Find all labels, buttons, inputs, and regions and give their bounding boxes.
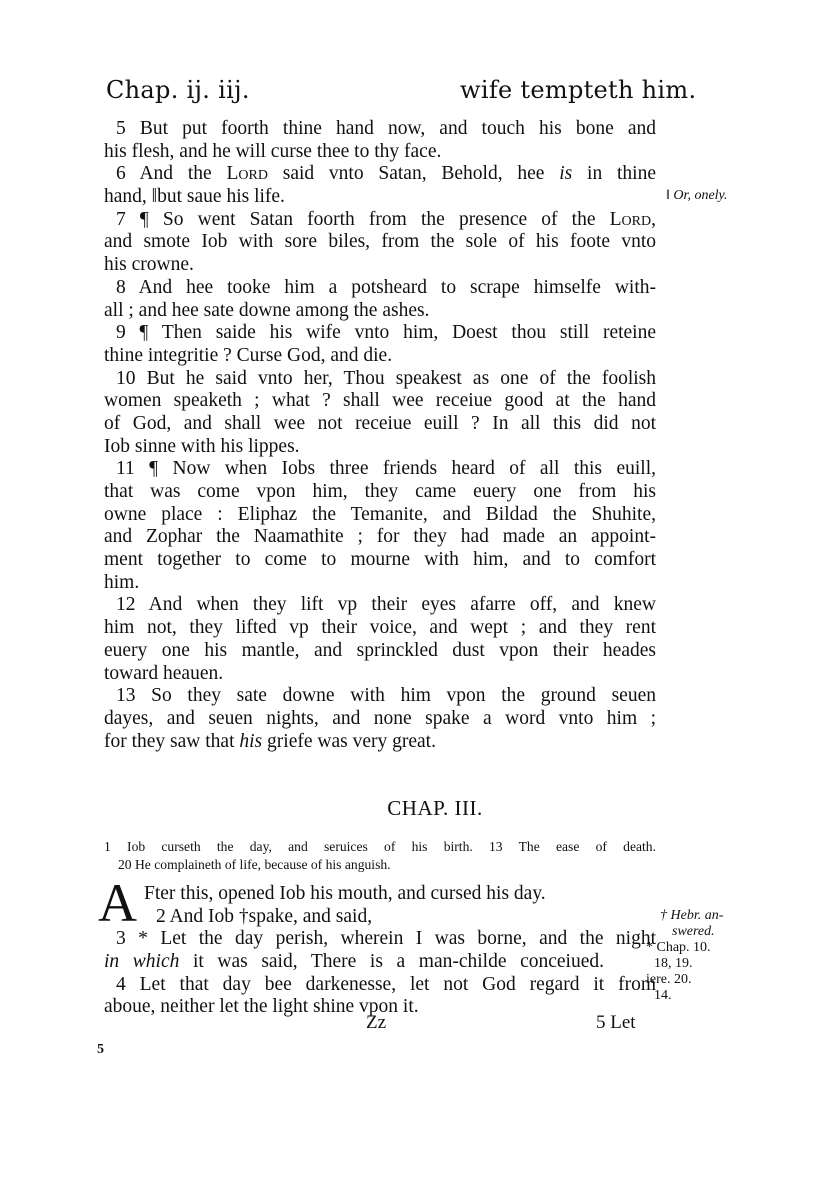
text-line: 4 Let that day bee darkenesse, let not God regard it from	[116, 973, 656, 995]
text-line: aboue, neither let the light shine vpon it.	[104, 996, 419, 1018]
chapter-heading: CHAP. III.	[387, 796, 483, 820]
text-line: 3 * Let the day perish, wherein I was borne, and the night	[116, 928, 656, 950]
running-head-title: wife tempteth him.	[460, 76, 697, 104]
text-line	[104, 731, 656, 754]
chapter-2-text	[104, 118, 656, 753]
text-line: Iob sinne with his lippes.	[104, 435, 300, 457]
text-line: all ; and hee sate downe among the ashes.	[104, 299, 430, 321]
text-line: Fter this, opened Iob his mouth, and cursed his day.	[144, 883, 546, 904]
text-line: 8 And hee tooke him a potsheard to scrape himselfe with-	[116, 276, 656, 298]
text-line: women speaketh ; what ? shall wee receiue good at the hand	[104, 390, 656, 412]
chapter-3-text	[104, 883, 656, 1019]
lord-small-caps: Lord	[226, 163, 268, 185]
text-line: him.	[104, 571, 140, 593]
sheet-number: 5	[97, 1042, 104, 1057]
text-line: and smote Iob with sore biles, from the sole of his foote vnto	[104, 231, 656, 253]
text-span: it was said, There is a man-childe conceiued.	[179, 951, 604, 973]
summary-line: 1 Iob curseth the day, and seruices of his birth. 13 The ease of death.	[104, 839, 656, 854]
text-line: thine integritie ? Curse God, and die.	[104, 344, 393, 366]
text-line: toward heauen.	[104, 662, 224, 684]
text-line	[104, 951, 604, 974]
italic-word: his	[239, 730, 263, 752]
text-span: 7 ¶ So went Satan foorth from the presence of the	[116, 208, 610, 230]
text-line: 5 But put foorth thine hand now, and touch his bone and	[116, 118, 656, 139]
catchword: 5 Let	[596, 1012, 636, 1033]
text-span: for they saw that	[104, 730, 240, 752]
lord-small-caps: Lord	[609, 208, 652, 230]
text-line: dayes, and seuen nights, and none spake a word vnto him ;	[104, 707, 656, 729]
summary-line: 20 He complaineth of life, because of his anguish.	[118, 857, 391, 872]
text-span: said vnto Satan, Behold, hee	[267, 163, 560, 185]
text-span: 6 And the	[116, 163, 227, 185]
text-line: ment together to come to mourne with him, and to comfort	[104, 549, 656, 571]
text-line: 11 ¶ Now when Iobs three friends heard of all this euill,	[116, 458, 656, 480]
text-line: 10 But he said vnto her, Thou speakest as one of the foolish	[116, 367, 656, 389]
text-line: his crowne.	[104, 254, 194, 276]
text-line: and Zophar the Naamathite ; for they had made an appoint-	[104, 526, 656, 548]
running-head-chapter: Chap. ij. iij.	[106, 76, 250, 104]
margin-note	[646, 940, 711, 1004]
margin-note	[660, 908, 723, 940]
text-line: of God, and shall wee not receiue euill ? In all this did not	[104, 412, 656, 434]
text-span: in thine	[572, 163, 656, 185]
margin-note-line: † Hebr. an-	[660, 908, 724, 923]
margin-note-line: 18, 19.	[654, 956, 693, 971]
drop-cap: A	[98, 873, 137, 933]
margin-note: ‖ Or, onely.	[666, 188, 728, 203]
text-line: euery one his mantle, and sprinckled dust vpon their heades	[104, 639, 656, 661]
margin-note-line: iere. 20.	[646, 972, 692, 987]
text-line: 12 And when they lift vp their eyes afarre off, and knew	[116, 594, 656, 616]
text-line	[104, 209, 656, 232]
text-line: owne place : Eliphaz the Temanite, and Bildad the Shuhite,	[104, 503, 656, 525]
margin-note-line: * Chap. 10.	[646, 940, 711, 955]
text-line: 9 ¶ Then saide his wife vnto him, Doest thou still reteine	[116, 322, 656, 344]
italic-word: is	[559, 163, 573, 185]
text-line: that was come vpon him, they came euery one from his	[104, 481, 656, 502]
text-line: 13 So they sate downe with him vpon the ground seuen	[116, 685, 656, 707]
text-line: 2 And Iob †spake, and said,	[156, 905, 373, 927]
signature-mark: Zz	[366, 1012, 387, 1033]
text-line: hand, ‖but saue his life.	[104, 186, 285, 208]
text-line	[104, 163, 656, 186]
text-span: ,	[651, 208, 656, 230]
margin-note-line: swered.	[672, 924, 715, 939]
margin-note-line: 14.	[654, 988, 672, 1003]
chapter-summary	[104, 838, 656, 874]
text-line: his flesh, and he will curse thee to thy face.	[104, 140, 442, 162]
text-span: griefe was very great.	[262, 730, 436, 752]
italic-words: in which	[104, 951, 180, 973]
text-line: him not, they lifted vp their voice, and wept ; and they rent	[104, 617, 656, 639]
